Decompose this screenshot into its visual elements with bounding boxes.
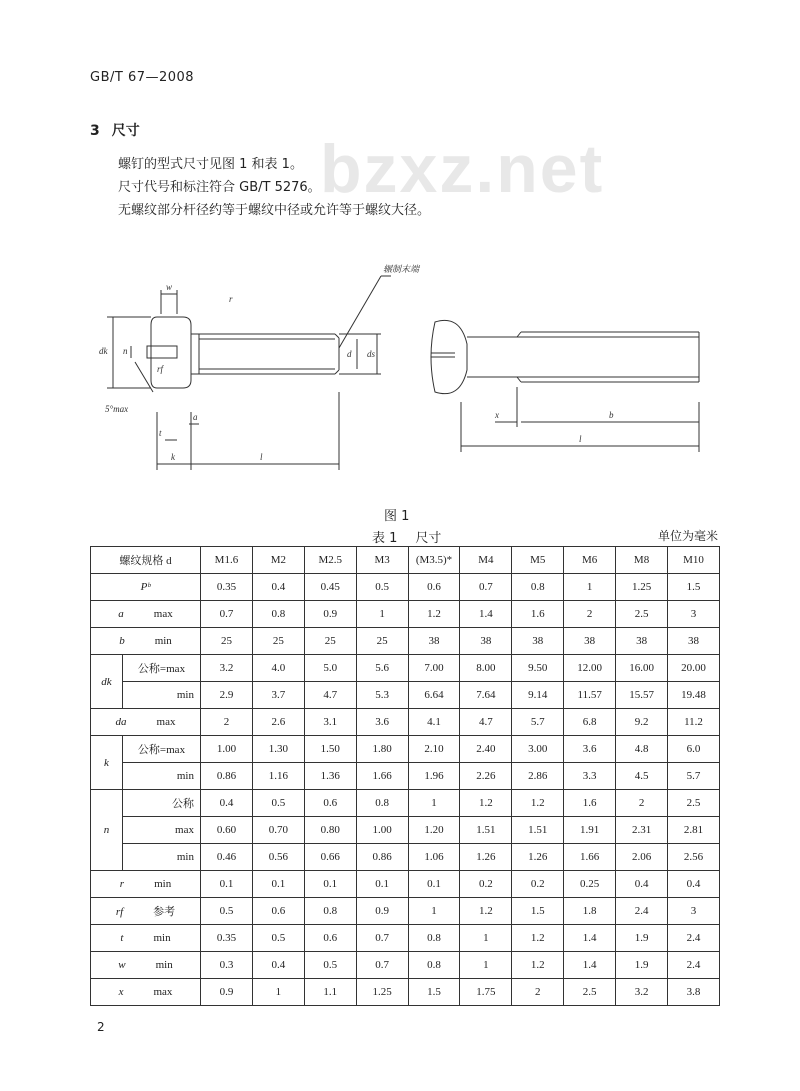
value-cell: 3.00 <box>512 736 564 763</box>
table-row <box>91 952 720 979</box>
value-cell: 2 <box>201 709 253 736</box>
value-cell: 2.56 <box>668 844 720 871</box>
value-cell: 2.4 <box>616 898 668 925</box>
row-symbol: w <box>118 959 126 971</box>
label-ds: ds <box>367 349 376 359</box>
value-cell: 0.35 <box>201 574 253 601</box>
paragraph-3: 无螺纹部分杆径约等于螺纹中径或允许等于螺纹大径。 <box>118 203 431 218</box>
table-header-row <box>91 547 720 574</box>
row-qualifier: 公称=max <box>123 655 201 682</box>
row-qualifier: min <box>154 635 172 647</box>
table-row <box>91 790 720 817</box>
value-cell: 1.96 <box>408 763 460 790</box>
value-cell: 1 <box>460 925 512 952</box>
dimensions-table <box>90 546 720 1006</box>
row-label <box>91 871 201 898</box>
value-cell: 1 <box>252 979 304 1006</box>
value-cell: 25 <box>304 628 356 655</box>
value-cell: 0.1 <box>304 871 356 898</box>
row-qualifier: 参考 <box>153 906 176 918</box>
value-cell: 3.6 <box>564 736 616 763</box>
value-cell: 9.2 <box>616 709 668 736</box>
value-cell: 1.25 <box>356 979 408 1006</box>
label-b: b <box>609 410 614 420</box>
size-cell: M2.5 <box>304 547 356 574</box>
value-cell: 1.91 <box>564 817 616 844</box>
table-caption-title: 尺寸 <box>415 531 442 546</box>
table-row <box>91 871 720 898</box>
value-cell: 1.2 <box>408 601 460 628</box>
row-qualifier: max <box>123 817 201 844</box>
label-l-right: l <box>579 434 582 444</box>
value-cell: 1.30 <box>252 736 304 763</box>
table-caption <box>372 527 441 546</box>
value-cell: 1.25 <box>616 574 668 601</box>
value-cell: 5.0 <box>304 655 356 682</box>
label-k: k <box>171 452 175 462</box>
screw-drawing <box>95 262 715 477</box>
label-x: x <box>495 410 499 420</box>
value-cell: 0.46 <box>201 844 253 871</box>
value-cell: 0.1 <box>201 871 253 898</box>
value-cell: 0.8 <box>304 898 356 925</box>
value-cell: 0.4 <box>616 871 668 898</box>
header-thread-size: 螺纹规格 d <box>91 547 201 574</box>
value-cell: 0.1 <box>252 871 304 898</box>
value-cell: 0.6 <box>252 898 304 925</box>
label-dk: dk <box>99 346 108 356</box>
row-qualifier: min <box>123 763 201 790</box>
value-cell: 6.0 <box>668 736 720 763</box>
value-cell: 0.66 <box>304 844 356 871</box>
row-qualifier: min <box>154 878 172 890</box>
value-cell: 4.8 <box>616 736 668 763</box>
value-cell: 2.31 <box>616 817 668 844</box>
value-cell: 19.48 <box>668 682 720 709</box>
value-cell: 4.7 <box>304 682 356 709</box>
callout-rolled-end: 辗制末端 <box>383 264 420 274</box>
value-cell: 0.6 <box>408 574 460 601</box>
value-cell: 25 <box>356 628 408 655</box>
value-cell: 4.0 <box>252 655 304 682</box>
value-cell: 2.5 <box>668 790 720 817</box>
value-cell: 1.6 <box>564 790 616 817</box>
row-label <box>91 628 201 655</box>
value-cell: 1.2 <box>512 925 564 952</box>
value-cell: 11.57 <box>564 682 616 709</box>
value-cell: 1.80 <box>356 736 408 763</box>
standard-code: GB/T 67—2008 <box>90 70 195 85</box>
value-cell: 5.7 <box>512 709 564 736</box>
value-cell: 0.35 <box>201 925 253 952</box>
value-cell: 3.3 <box>564 763 616 790</box>
table-row <box>91 817 720 844</box>
label-l-left: l <box>260 452 263 462</box>
size-cell: M3 <box>356 547 408 574</box>
label-w: w <box>166 282 173 292</box>
value-cell: 1.66 <box>564 844 616 871</box>
value-cell: 0.4 <box>252 952 304 979</box>
value-cell: 1.9 <box>616 952 668 979</box>
value-cell: 1.4 <box>564 925 616 952</box>
value-cell: 1.26 <box>512 844 564 871</box>
row-symbol: rf <box>115 906 124 918</box>
value-cell: 0.7 <box>356 952 408 979</box>
value-cell: 0.6 <box>304 925 356 952</box>
value-cell: 9.14 <box>512 682 564 709</box>
value-cell: 0.86 <box>201 763 253 790</box>
row-label <box>91 952 201 979</box>
unit-note: 单位为毫米 <box>657 529 718 543</box>
table-row <box>91 574 720 601</box>
row-symbol: t <box>120 932 124 944</box>
value-cell: 1.20 <box>408 817 460 844</box>
row-label <box>91 925 201 952</box>
value-cell: 2.86 <box>512 763 564 790</box>
table-row <box>91 925 720 952</box>
value-cell: 0.7 <box>201 601 253 628</box>
value-cell: 0.4 <box>668 871 720 898</box>
value-cell: 0.5 <box>252 925 304 952</box>
value-cell: 0.5 <box>252 790 304 817</box>
size-cell: M6 <box>564 547 616 574</box>
value-cell: 1.9 <box>616 925 668 952</box>
value-cell: 4.5 <box>616 763 668 790</box>
value-cell: 38 <box>408 628 460 655</box>
value-cell: 0.1 <box>356 871 408 898</box>
value-cell: 2.5 <box>564 979 616 1006</box>
value-cell: 2 <box>616 790 668 817</box>
value-cell: 1.5 <box>668 574 720 601</box>
row-symbol: r <box>119 878 125 890</box>
value-cell: 38 <box>564 628 616 655</box>
value-cell: 0.9 <box>304 601 356 628</box>
row-symbol: a <box>118 608 124 620</box>
value-cell: 3.6 <box>356 709 408 736</box>
value-cell: 0.9 <box>356 898 408 925</box>
page-number: 2 <box>97 1020 105 1034</box>
value-cell: 2.06 <box>616 844 668 871</box>
value-cell: 7.64 <box>460 682 512 709</box>
size-cell: M8 <box>616 547 668 574</box>
row-qualifier: 公称 <box>123 790 201 817</box>
paragraph-1: 螺钉的型式尺寸见图 1 和表 1。 <box>118 157 303 172</box>
value-cell: 3.1 <box>304 709 356 736</box>
size-cell: (M3.5)* <box>408 547 460 574</box>
value-cell: 25 <box>201 628 253 655</box>
row-symbol: da <box>115 716 127 728</box>
value-cell: 0.5 <box>304 952 356 979</box>
label-d: d <box>347 349 352 359</box>
value-cell: 0.7 <box>356 925 408 952</box>
size-cell: M2 <box>252 547 304 574</box>
value-cell: 2 <box>564 601 616 628</box>
value-cell: 0.6 <box>304 790 356 817</box>
value-cell: 1 <box>408 898 460 925</box>
table-row <box>91 601 720 628</box>
row-label <box>91 601 201 628</box>
value-cell: 3.2 <box>201 655 253 682</box>
table-row <box>91 709 720 736</box>
value-cell: 3 <box>668 898 720 925</box>
size-cell: M4 <box>460 547 512 574</box>
row-qualifier: 公称=max <box>123 736 201 763</box>
value-cell: 8.00 <box>460 655 512 682</box>
value-cell: 1.51 <box>512 817 564 844</box>
table-row <box>91 655 720 682</box>
table-row <box>91 682 720 709</box>
value-cell: 2.81 <box>668 817 720 844</box>
value-cell: 0.70 <box>252 817 304 844</box>
value-cell: 6.64 <box>408 682 460 709</box>
value-cell: 0.45 <box>304 574 356 601</box>
label-r: r <box>229 294 233 304</box>
value-cell: 0.1 <box>408 871 460 898</box>
value-cell: 1.2 <box>512 790 564 817</box>
value-cell: 1.16 <box>252 763 304 790</box>
row-qualifier: min <box>155 959 173 971</box>
value-cell: 38 <box>460 628 512 655</box>
value-cell: 1.50 <box>304 736 356 763</box>
row-label <box>91 898 201 925</box>
label-rf: rf <box>157 364 164 374</box>
row-label <box>91 709 201 736</box>
section-title: 尺寸 <box>111 123 140 139</box>
value-cell: 1.00 <box>201 736 253 763</box>
value-cell: 25 <box>252 628 304 655</box>
table-row <box>91 736 720 763</box>
value-cell: 1.8 <box>564 898 616 925</box>
row-symbol: dk <box>91 655 123 709</box>
row-qualifier: max <box>156 716 176 728</box>
value-cell: 1.1 <box>304 979 356 1006</box>
value-cell: 1.4 <box>460 601 512 628</box>
value-cell: 0.4 <box>252 574 304 601</box>
value-cell: 4.7 <box>460 709 512 736</box>
value-cell: 5.3 <box>356 682 408 709</box>
table-caption-number: 表 1 <box>372 531 398 546</box>
label-n: n <box>123 346 128 356</box>
value-cell: 0.8 <box>408 952 460 979</box>
value-cell: 0.3 <box>201 952 253 979</box>
value-cell: 1 <box>564 574 616 601</box>
value-cell: 1.4 <box>564 952 616 979</box>
row-qualifier: max <box>153 986 173 998</box>
value-cell: 16.00 <box>616 655 668 682</box>
paragraph-2: 尺寸代号和标注符合 GB/T 5276。 <box>118 180 321 195</box>
value-cell: 0.56 <box>252 844 304 871</box>
value-cell: 0.2 <box>512 871 564 898</box>
value-cell: 3.8 <box>668 979 720 1006</box>
value-cell: 1.00 <box>356 817 408 844</box>
value-cell: 3.7 <box>252 682 304 709</box>
value-cell: 38 <box>616 628 668 655</box>
row-label <box>91 979 201 1006</box>
table-row <box>91 628 720 655</box>
value-cell: 0.8 <box>252 601 304 628</box>
value-cell: 1.2 <box>460 898 512 925</box>
value-cell: 0.86 <box>356 844 408 871</box>
value-cell: 1.6 <box>512 601 564 628</box>
row-qualifier: max <box>153 608 173 620</box>
value-cell: 0.7 <box>460 574 512 601</box>
size-cell: M5 <box>512 547 564 574</box>
row-symbol: k <box>91 736 123 790</box>
value-cell: 38 <box>668 628 720 655</box>
value-cell: 0.60 <box>201 817 253 844</box>
value-cell: 2.10 <box>408 736 460 763</box>
value-cell: 1.66 <box>356 763 408 790</box>
row-label: Pᵇ <box>91 574 201 601</box>
value-cell: 1.36 <box>304 763 356 790</box>
value-cell: 2 <box>512 979 564 1006</box>
value-cell: 0.8 <box>408 925 460 952</box>
label-a: a <box>193 412 198 422</box>
value-cell: 0.4 <box>201 790 253 817</box>
value-cell: 1 <box>356 601 408 628</box>
row-qualifier: min <box>123 844 201 871</box>
value-cell: 1.75 <box>460 979 512 1006</box>
value-cell: 0.2 <box>460 871 512 898</box>
value-cell: 2.9 <box>201 682 253 709</box>
row-symbol: n <box>91 790 123 871</box>
value-cell: 2.4 <box>668 925 720 952</box>
value-cell: 2.40 <box>460 736 512 763</box>
value-cell: 1.2 <box>460 790 512 817</box>
value-cell: 1.2 <box>512 952 564 979</box>
value-cell: 1.06 <box>408 844 460 871</box>
value-cell: 20.00 <box>668 655 720 682</box>
value-cell: 7.00 <box>408 655 460 682</box>
value-cell: 4.1 <box>408 709 460 736</box>
size-cell: M10 <box>668 547 720 574</box>
value-cell: 0.8 <box>356 790 408 817</box>
label-t: t <box>159 428 162 438</box>
figure-caption: 图 1 <box>384 509 410 524</box>
row-qualifier: min <box>123 682 201 709</box>
row-symbol: x <box>118 986 124 998</box>
value-cell: 5.7 <box>668 763 720 790</box>
value-cell: 9.50 <box>512 655 564 682</box>
value-cell: 5.6 <box>356 655 408 682</box>
table-row <box>91 979 720 1006</box>
value-cell: 0.5 <box>356 574 408 601</box>
value-cell: 12.00 <box>564 655 616 682</box>
table-row <box>91 898 720 925</box>
value-cell: 0.25 <box>564 871 616 898</box>
value-cell: 0.5 <box>201 898 253 925</box>
value-cell: 2.26 <box>460 763 512 790</box>
value-cell: 2.6 <box>252 709 304 736</box>
value-cell: 38 <box>512 628 564 655</box>
value-cell: 1 <box>408 790 460 817</box>
value-cell: 0.8 <box>512 574 564 601</box>
value-cell: 11.2 <box>668 709 720 736</box>
value-cell: 1.5 <box>408 979 460 1006</box>
row-qualifier: min <box>153 932 171 944</box>
value-cell: 1.5 <box>512 898 564 925</box>
value-cell: 0.9 <box>201 979 253 1006</box>
table-row <box>91 763 720 790</box>
value-cell: 0.80 <box>304 817 356 844</box>
value-cell: 2.5 <box>616 601 668 628</box>
section-heading <box>90 120 140 140</box>
value-cell: 3.2 <box>616 979 668 1006</box>
value-cell: 3 <box>668 601 720 628</box>
value-cell: 1.26 <box>460 844 512 871</box>
value-cell: 15.57 <box>616 682 668 709</box>
value-cell: 1.51 <box>460 817 512 844</box>
watermark: bzxz.net <box>320 131 605 207</box>
label-angle: 5°max <box>105 404 129 414</box>
value-cell: 2.4 <box>668 952 720 979</box>
size-cell: M1.6 <box>201 547 253 574</box>
row-symbol: b <box>119 635 125 647</box>
value-cell: 1 <box>460 952 512 979</box>
table-row <box>91 844 720 871</box>
section-number: 3 <box>90 123 100 139</box>
value-cell: 6.8 <box>564 709 616 736</box>
